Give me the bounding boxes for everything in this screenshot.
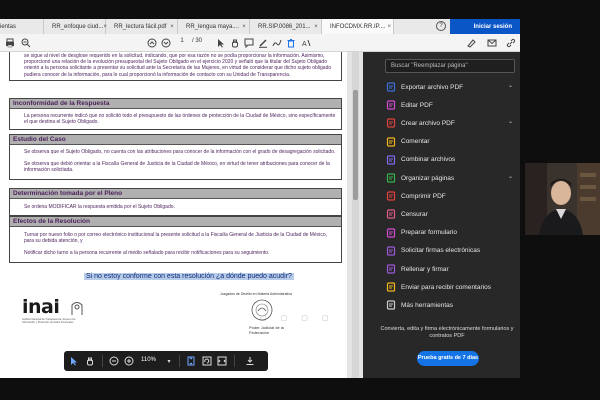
tab-label: RR.SIP.0086_201... bbox=[258, 23, 311, 30]
section-text: Turnar por nuevo folio o por correo electrónico institucional la presente solicitud a la Fiscalía General de Justicia de la Ciudad de México, para su debida atención, y bbox=[24, 232, 328, 245]
faded-tool-icon[interactable]: ▢ bbox=[260, 315, 267, 322]
fit-page-icon[interactable] bbox=[185, 355, 197, 367]
section-inconformidad bbox=[9, 98, 342, 130]
page-down-icon[interactable] bbox=[160, 37, 172, 49]
inai-emblem-icon bbox=[70, 299, 84, 317]
highlighted-question: Si no estoy conforme con esta resolución ¿a dónde puedo acudir? bbox=[86, 273, 292, 280]
tool-label: Crear archivo PDF bbox=[401, 119, 455, 127]
faded-tool-icon[interactable]: ▢ bbox=[280, 315, 288, 322]
tool-label: Editar PDF bbox=[401, 101, 433, 109]
tab-4[interactable] bbox=[250, 19, 322, 34]
poder-judicial-caption: Poder Judicial de la Federación bbox=[249, 325, 284, 335]
section-text: Se observa que el Sujeto Obligado, no cuenta con las atribuciones para conocer de la información con el grado de desagregación solicitado. bbox=[24, 149, 336, 155]
tool-item[interactable] bbox=[386, 263, 516, 275]
hand-icon[interactable] bbox=[229, 37, 241, 49]
tool-item[interactable] bbox=[386, 227, 516, 239]
print-icon[interactable] bbox=[4, 37, 16, 49]
section-efectos bbox=[9, 216, 342, 263]
chevron-down-icon[interactable]: ⌄ bbox=[507, 119, 513, 126]
section-text: Notificar dicho turno a la persona recurrente al medio señalado para recibir notificaciones para su seguimiento. bbox=[24, 250, 270, 257]
tool-label: Preparar formulario bbox=[401, 229, 457, 237]
zoom-out-icon[interactable] bbox=[20, 37, 32, 49]
tool-item[interactable] bbox=[386, 81, 516, 93]
chevron-down-icon[interactable]: ⌄ bbox=[507, 174, 513, 180]
tab-label: INFOCDMX.RR.IP.... bbox=[330, 23, 386, 30]
select-cursor-icon[interactable] bbox=[68, 355, 80, 367]
tool-item[interactable] bbox=[386, 281, 516, 293]
zoom-out-icon[interactable] bbox=[108, 355, 120, 367]
tools-search-input[interactable]: Buscar "Reemplazar página" bbox=[385, 59, 515, 73]
tool-label: Comprimir PDF bbox=[401, 192, 446, 200]
tab-bar bbox=[0, 19, 520, 34]
help-icon[interactable]: ? bbox=[436, 21, 446, 31]
main-toolbar bbox=[0, 34, 520, 52]
inai-logo-text: inai bbox=[22, 296, 60, 318]
promo-text: Convierta, edita y firma electrónicamente formularios y contratos PDF bbox=[380, 326, 514, 339]
tool-item[interactable] bbox=[386, 99, 516, 111]
tool-item[interactable] bbox=[386, 117, 516, 129]
separator bbox=[179, 355, 180, 367]
floating-toolbar bbox=[64, 351, 268, 371]
combine-files-icon bbox=[386, 155, 396, 165]
tool-item[interactable] bbox=[386, 208, 516, 220]
scrollbar-thumb[interactable] bbox=[353, 90, 358, 200]
send-comments-icon bbox=[386, 282, 396, 292]
tool-label: Rellenar y firmar bbox=[401, 265, 449, 273]
tab-label: RR_lectura fácil.pdf bbox=[114, 23, 167, 30]
fit-width-icon[interactable] bbox=[216, 355, 228, 367]
select-cursor-icon[interactable] bbox=[215, 37, 227, 49]
inai-caption: Instituto Nacional de Transparencia, Acceso a la Información y Protección de Datos Personales bbox=[22, 318, 76, 324]
share-link-icon[interactable] bbox=[505, 37, 517, 49]
tool-label: Combinar archivos bbox=[401, 156, 456, 164]
svg-text:A: A bbox=[302, 41, 307, 48]
tool-label: Censurar bbox=[401, 210, 428, 218]
faded-tool-icon[interactable]: ▢ bbox=[321, 315, 329, 322]
faded-tool-icon[interactable]: ▢ bbox=[301, 315, 308, 322]
tab-label: ientas bbox=[0, 23, 17, 30]
tab-close-icon[interactable]: × bbox=[387, 23, 392, 30]
tab-3[interactable] bbox=[178, 19, 250, 34]
separator bbox=[102, 355, 103, 367]
hand-icon[interactable] bbox=[84, 355, 96, 367]
tab-label: RR_enfoque ciud... bbox=[52, 23, 104, 30]
section-heading: Inconformidad de la Respuesta bbox=[10, 99, 341, 109]
tool-label: Exportar archivo PDF bbox=[401, 83, 464, 91]
section-determinacion bbox=[9, 188, 342, 216]
tab-close-icon[interactable]: × bbox=[103, 23, 107, 30]
person-video-image bbox=[525, 163, 600, 235]
tab-label: RR_lengua maya.... bbox=[186, 23, 240, 30]
section-text: Se ordena MODIFICAR la respuesta emitida por el Sujeto Obligado. bbox=[24, 204, 175, 210]
tab-close-icon[interactable]: × bbox=[170, 23, 174, 30]
page-up-icon[interactable] bbox=[146, 37, 158, 49]
tool-label: Solicitar firmas electrónicas bbox=[401, 247, 481, 255]
section-text: La persona recurrente indicó que no solicitó todo el presupuesto de las órdenes de protección de la Ciudad de México, sino específicamente el que destina el Sujeto Obligado. bbox=[24, 113, 336, 126]
tool-item[interactable] bbox=[386, 245, 516, 257]
top-paragraph: se sigue al nivel de desglose requerido en la solicitud, indicando, que por esa razón no se podía proporcionar la información. Asimismo, proporcionó una relación de la evolución presupuestal del Sujeto Obligado en el ejercicio 2020 y señaló que la titular del Sujeto Obligado orientó a la persona solicitante a presentar su solicitud ante la Secretaría de las Mujeres, en virtud de considerar que dicho sujeto obligado pudiera conocer de la información, para lo cual proporcionó la información de contacto con su Unidad de Transparencia. bbox=[24, 53, 332, 78]
tab-close-icon[interactable]: × bbox=[314, 23, 318, 30]
tab-5[interactable] bbox=[322, 19, 394, 34]
redact-icon bbox=[386, 209, 396, 219]
organize-pages-icon bbox=[386, 173, 396, 183]
download-icon[interactable] bbox=[244, 355, 256, 367]
section-heading: Determinación tomada por el Pleno bbox=[10, 189, 341, 199]
fill-sign-icon bbox=[386, 264, 396, 274]
pdf-page bbox=[0, 52, 347, 378]
tool-label: Enviar para recibir comentarios bbox=[401, 283, 491, 291]
mail-icon[interactable] bbox=[486, 37, 498, 49]
webcam-video-tile bbox=[525, 163, 600, 235]
page-indicator bbox=[176, 38, 202, 44]
comment-icon bbox=[386, 137, 396, 147]
tool-label: Organizar páginas bbox=[401, 174, 455, 182]
request-signatures-icon bbox=[386, 246, 396, 256]
tool-item[interactable] bbox=[386, 154, 516, 166]
free-trial-button[interactable]: Prueba gratis de 7 días bbox=[417, 351, 479, 366]
highlight-icon[interactable] bbox=[257, 37, 269, 49]
tool-item[interactable] bbox=[386, 190, 516, 202]
current-page-input[interactable]: 1 bbox=[180, 38, 184, 44]
tab-close-icon[interactable]: × bbox=[242, 23, 246, 30]
tab-0[interactable] bbox=[0, 19, 44, 34]
tool-item[interactable] bbox=[386, 172, 516, 184]
compress-pdf-icon bbox=[386, 191, 396, 201]
tab-2[interactable] bbox=[106, 19, 178, 34]
export-pdf-icon bbox=[386, 82, 396, 92]
draw-icon[interactable] bbox=[271, 37, 283, 49]
section-text: Se observa que debió orientar a la Fiscalía General de Justicia de la Ciudad de México, en virtud de tener atribuciones para conocer de la información solicitada. bbox=[24, 161, 330, 174]
comment-tool-icon[interactable] bbox=[243, 37, 255, 49]
chevron-down-icon[interactable]: ▾ bbox=[167, 358, 171, 365]
edit-pdf-icon bbox=[386, 100, 396, 110]
delete-icon[interactable] bbox=[285, 37, 297, 49]
top-paragraph-box bbox=[9, 52, 342, 81]
section-estudio bbox=[9, 134, 342, 180]
text-edit-icon[interactable] bbox=[300, 37, 312, 49]
rotate-icon[interactable] bbox=[201, 355, 213, 367]
chevron-down-icon[interactable]: ⌄ bbox=[507, 83, 513, 89]
prepare-form-icon bbox=[386, 228, 396, 238]
sign-in-button[interactable]: Iniciar sesión bbox=[450, 19, 520, 34]
sign-icon[interactable] bbox=[466, 37, 478, 49]
tab-1[interactable] bbox=[44, 19, 106, 34]
section-heading: Efectos de la Resolución bbox=[10, 217, 341, 227]
tool-label: Comentar bbox=[401, 138, 430, 146]
create-pdf-icon bbox=[386, 118, 396, 128]
judicial-seal-icon bbox=[251, 299, 273, 323]
zoom-in-icon[interactable] bbox=[123, 355, 135, 367]
document-viewport[interactable] bbox=[0, 52, 363, 378]
separator bbox=[234, 355, 235, 367]
zoom-level[interactable]: 110% bbox=[141, 357, 156, 363]
tool-label: Más herramientas bbox=[401, 301, 454, 309]
tool-item[interactable] bbox=[386, 136, 516, 148]
tool-item[interactable] bbox=[386, 299, 516, 311]
more-tools-icon bbox=[386, 300, 396, 310]
juzgados-caption: Juzgados de Distrito en Materia Administrativa bbox=[220, 292, 292, 296]
total-pages: / 30 bbox=[192, 38, 203, 44]
section-heading: Estudio del Caso bbox=[10, 135, 341, 145]
